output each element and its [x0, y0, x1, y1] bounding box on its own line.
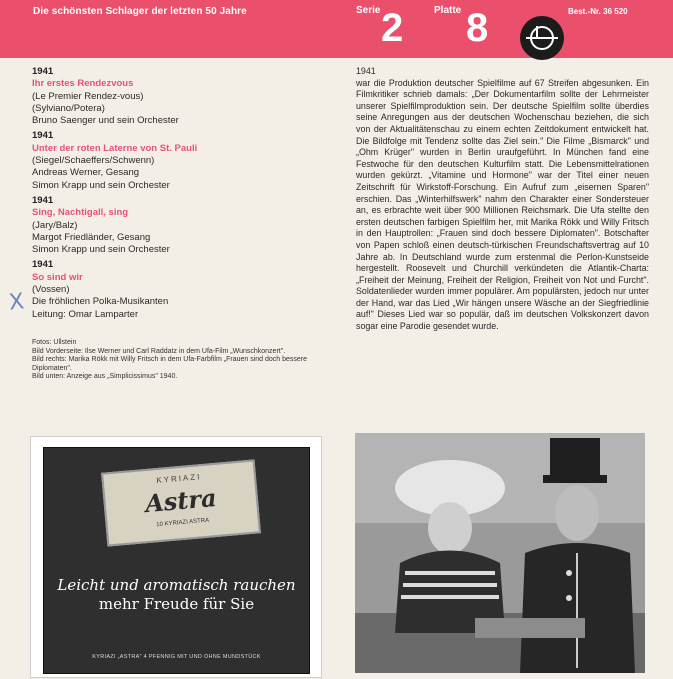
track-title: Sing, Nachtigall, sing	[32, 207, 129, 219]
film-still-photo	[355, 433, 645, 673]
order-number: Best.-Nr. 36 520	[568, 7, 628, 16]
track-item	[32, 66, 332, 127]
cigarette-advertisement	[43, 447, 310, 674]
track-line: Leitung: Omar Lamparter	[32, 308, 139, 320]
ad-slogan-line1: Leicht und aromatisch rauchen	[57, 576, 296, 594]
track-line: Die fröhlichen Polka-Musikanten	[32, 296, 169, 308]
photo-credits	[32, 339, 332, 382]
track-line: (Jary/Balz)	[32, 219, 78, 231]
track-title: Ihr erstes Rendezvous	[32, 78, 134, 90]
track-title: Unter der roten Laterne von St. Pauli	[32, 142, 198, 154]
credit-line: Bild Vorderseite: Ilse Werner und Carl Raddatz in dem Ufa-Film „Wunschkonzert".	[32, 347, 286, 355]
logo-icon	[520, 16, 564, 60]
box-name: Astra	[143, 482, 218, 519]
track-line: Andreas Werner, Gesang	[32, 167, 140, 179]
track-line: Margot Friedländer, Gesang	[32, 231, 151, 243]
box-line: 10 KYRIAZI ASTRA	[156, 517, 210, 529]
track-year: 1941	[32, 194, 54, 206]
track-item	[32, 130, 332, 191]
box-brand: KYRIAZI	[155, 472, 202, 486]
track-item	[32, 195, 332, 256]
track-line: Simon Krapp und sein Orchester	[32, 244, 170, 256]
credit-line: Fotos: Ullstein	[32, 338, 77, 346]
track-line: (Sylviano/Potera)	[32, 102, 105, 114]
track-item	[32, 259, 332, 320]
track-line: (Siegel/Schaeffers/Schwenn)	[32, 155, 155, 167]
track-line: (Le Premier Rendez-vous)	[32, 90, 144, 102]
film-still-illustration	[355, 433, 645, 673]
track-title: So sind wir	[32, 271, 83, 283]
serie-number: 2	[381, 6, 404, 50]
track-year: 1941	[32, 259, 54, 271]
credit-line: Bild rechts: Marika Rökk mit Willy Fritsch in dem Ufa-Farbfilm „Frauen sind doch bessere Diplomaten".	[32, 356, 308, 372]
tracklist	[32, 66, 332, 382]
series-title: Die schönsten Schlager der letzten 50 Jahre	[33, 6, 247, 17]
track-line: Bruno Saenger und sein Orchester	[32, 115, 179, 127]
advertisement-frame	[30, 436, 322, 678]
platte-label: Platte	[434, 5, 462, 16]
track-line: Simon Krapp und sein Orchester	[32, 179, 170, 191]
credit-line: Bild unten: Anzeige aus „Simplicissimus" 1940.	[32, 373, 178, 381]
platte-number: 8	[466, 6, 489, 50]
track-year: 1941	[32, 66, 54, 77]
record-label-logo	[520, 16, 564, 60]
serie-label: Serie	[356, 5, 381, 16]
track-line: (Vossen)	[32, 284, 70, 296]
history-text	[356, 66, 649, 333]
header-band	[0, 0, 673, 58]
history-paragraph: war die Produktion deutscher Spielfilme auf 67 Streifen abgesunken. Ein Filmkritiker schrieb damals: „Der Dokumentarfilm sollte der Lehrmeister unserer Spielfilmproduktion sein. Der deutsche Spielfilm sollte überdies seine Anregungen aus der deutschen Wochenschau beziehen, die sich von der Aktualitätenschau zu einem echten Zeitdokument entwickelt hat. Die Bildfolge mit Tendenz sollte das Ziel sein." Die Filme „Bismarck" und „Ohm Krüger" wurden in Berlin uraufgeführt. In München fand eine Festwoche für den deutschen Kulturfilm statt. Die Lebensmittelrationen wurden gekürzt. „Vitamine und Hormone" war der Titel einer neuen Zeitschrift für Wirkstoff-Forschung. Ein Aufruf zum „eisernen Sparen" erschien. Das „Winterhilfswerk" nahm den Charakter einer Sondersteuer an, es erbrachte weit über 900 Millionen Reichsmark. Die Ufa stellte den ersten deutschen farbigen Spielfilm her, mit Marika Rökk und Willy Fritsch in den Hauptrollen: „Frauen sind doch bessere Diplomaten". Botschafter von Papen schloß einen deutsch-türkischen Freundschaftsvertrag auf 10 Jahre ab. In Deutschland wurde zum erstenmal die Perlon-Kunstseide hergestellt. Roosevelt und Churchill verkündeten die Atlantik-Charta: „Freiheit der Meinung, Freiheit der Religion, Freiheit von Not und Furcht". Soldatenlieder wurden immer populärer. Am populärsten, jedoch nur unter der Hand, war das Lied „Wir hängen unsere Wäsche an der Siegfriedlinie auf!" Dieses Lied war so populär, daß im deutschen Volkskonzert davon sogar eine Parodie gesendet wurde.	[356, 77, 649, 332]
cigarette-box-image	[101, 459, 261, 546]
handwritten-x-mark: X	[7, 289, 26, 316]
ad-footer: KYRIAZI „ASTRA" 4 PFENNIG MIT UND OHNE MUNDSTÜCK	[92, 654, 261, 660]
history-year: 1941	[356, 66, 376, 76]
ad-slogan-line2: mehr Freude für Sie	[98, 595, 255, 613]
track-year: 1941	[32, 130, 54, 142]
